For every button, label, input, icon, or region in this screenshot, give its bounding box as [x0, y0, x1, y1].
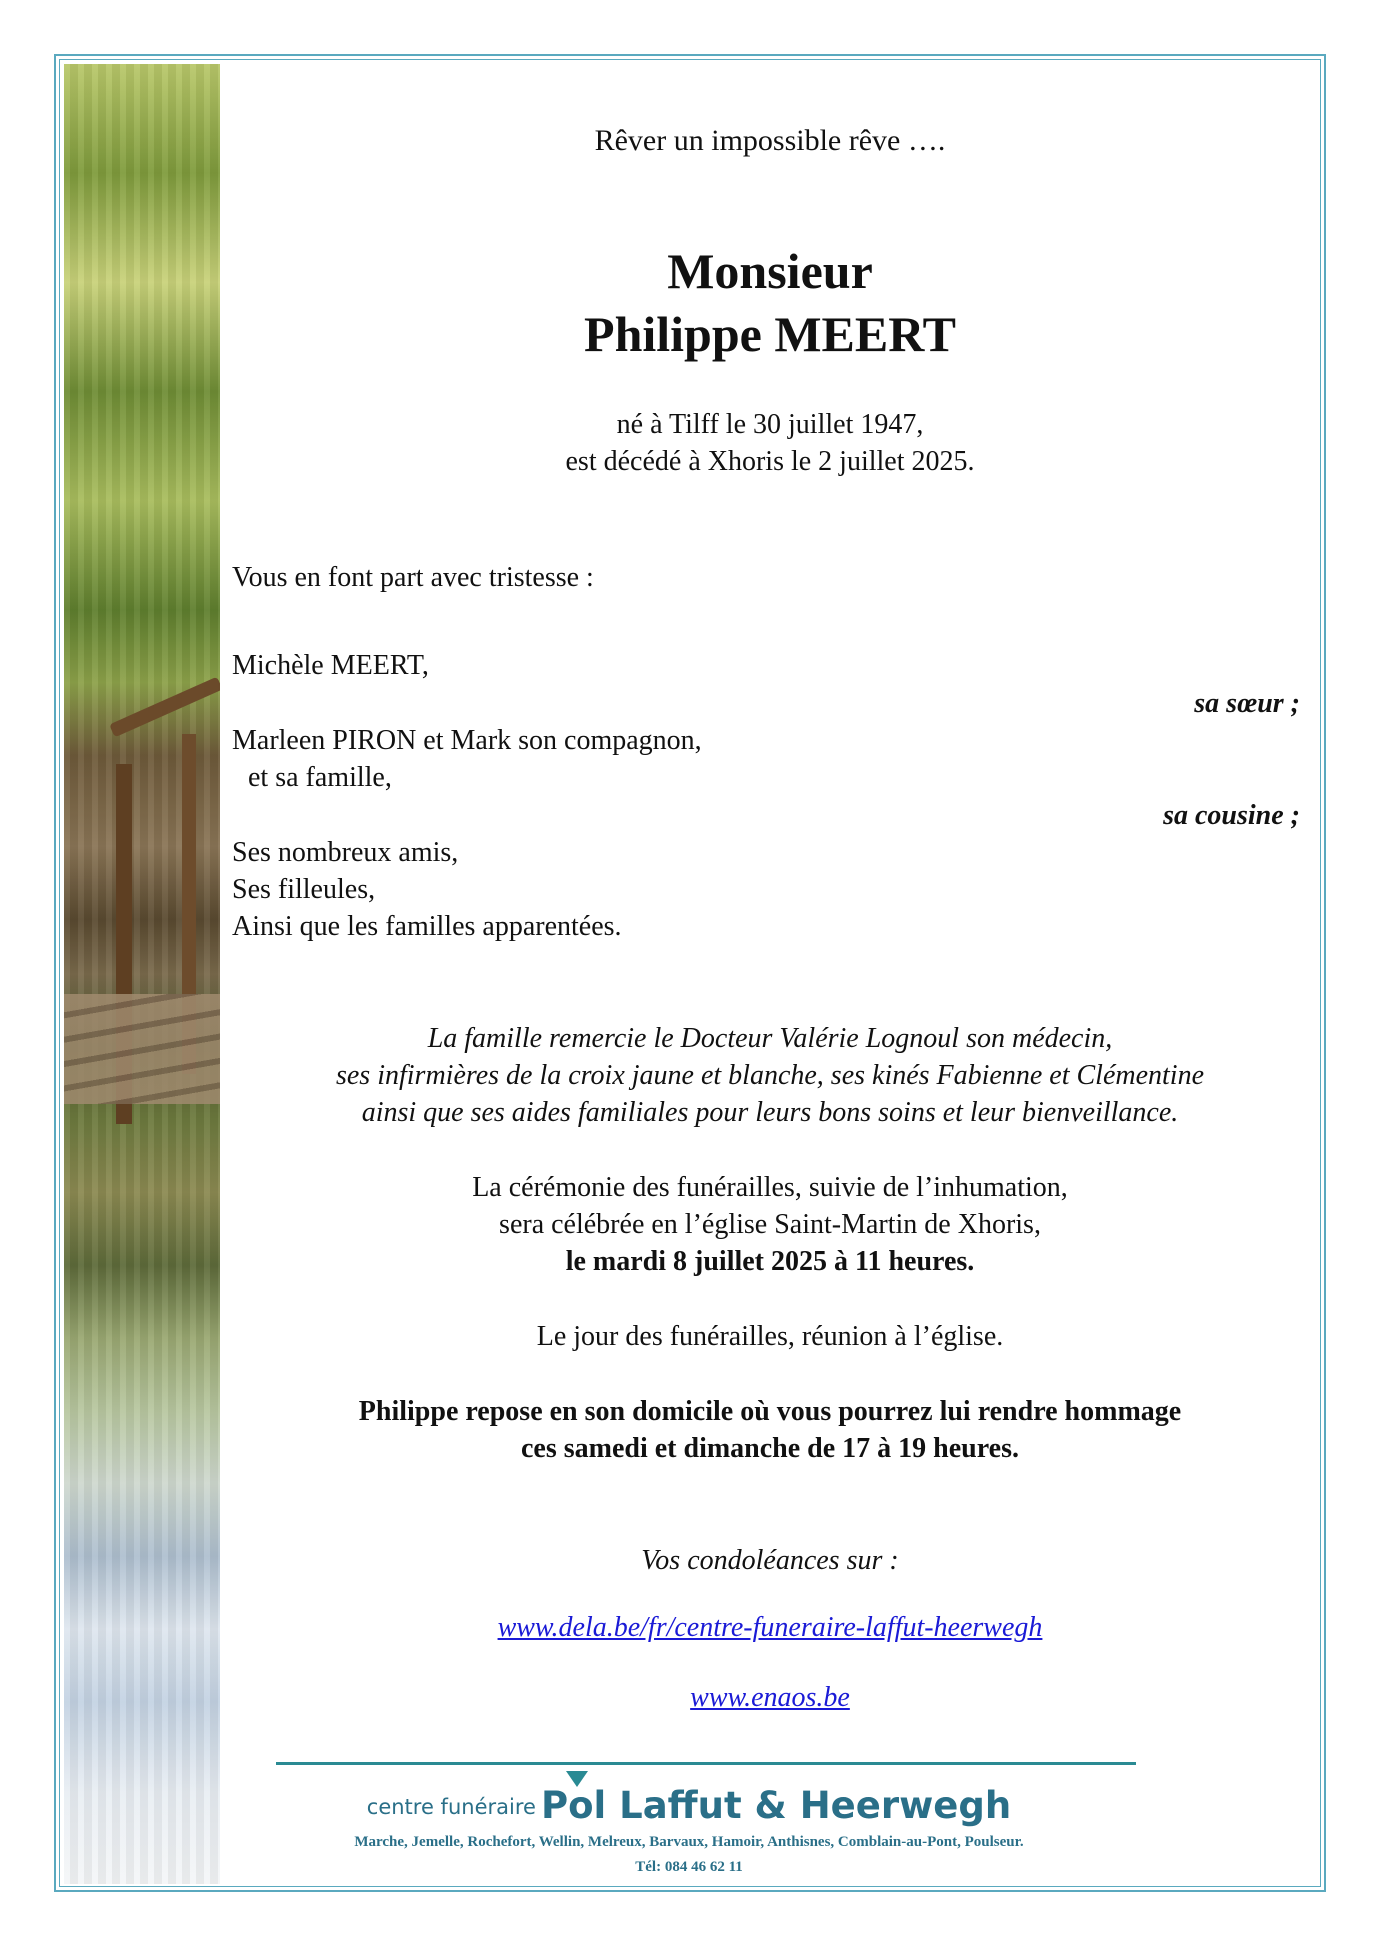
ceremony-line: sera célébrée en l’église Saint-Martin de Xhoris,	[499, 1209, 1041, 1240]
thanks-line: ses infirmières de la croix jaune et blanche, ses kinés Fabienne et Clémentine	[335, 1060, 1205, 1091]
condolences-link-dela[interactable]	[230, 1612, 1310, 1644]
footer-locations: Marche, Jemelle, Rochefort, Wellin, Melreux, Barvaux, Hamoir, Anthisnes, Comblain-au-Pont, Poulseur.	[354, 1834, 1024, 1850]
footer-phone: Tél: 084 46 62 11	[635, 1859, 743, 1875]
visitation-info: Philippe repose en son domicile où vous pourrez lui rendre hommage	[358, 1396, 1182, 1427]
brand-prefix: centre funéraire	[366, 1795, 536, 1819]
epigraph: Rêver un impossible rêve ….	[594, 124, 946, 157]
thanks-line: La famille remercie le Docteur Valérie Lognoul son médecin,	[427, 1023, 1113, 1054]
thanks-line: ainsi que ses aides familiales pour leurs bons soins et leur bienveillance.	[361, 1097, 1179, 1128]
family-member: Michèle MEERT,	[232, 650, 429, 681]
family-role: sa cousine ;	[1163, 800, 1300, 831]
ceremony-line: La cérémonie des funérailles, suivie de l’inhumation,	[472, 1172, 1068, 1203]
family-member: Marleen PIRON et Mark son compagnon,	[232, 725, 702, 756]
side-photo-bridge-stream	[64, 64, 220, 1884]
link-text[interactable]: www.dela.be/fr/centre-funeraire-laffut-heerwegh	[497, 1612, 1043, 1643]
family-member: Ainsi que les familles apparentées.	[232, 911, 622, 942]
family-member: Ses filleules,	[232, 874, 376, 905]
brand-name: Pol Laffut & Heerwegh	[541, 1784, 1012, 1827]
visitation-hours: ces samedi et dimanche de 17 à 19 heures.	[521, 1433, 1019, 1464]
deceased-title: Monsieur	[667, 243, 873, 299]
link-text[interactable]: www.enaos.be	[690, 1682, 850, 1713]
family-member: et sa famille,	[248, 762, 392, 793]
funeral-home-brand	[0, 1784, 1378, 1827]
family-role: sa sœur ;	[1194, 688, 1300, 719]
announcement: Vous en font part avec tristesse :	[232, 562, 594, 593]
condolences-label: Vos condoléances sur :	[641, 1545, 899, 1576]
condolences-link-enaos[interactable]	[230, 1682, 1310, 1714]
footer-divider	[276, 1762, 1136, 1765]
meeting-info: Le jour des funérailles, réunion à l’église.	[536, 1321, 1004, 1352]
birth-info: né à Tilff le 30 juillet 1947,	[616, 409, 924, 440]
family-member: Ses nombreux amis,	[232, 837, 459, 868]
bridge-deck	[64, 994, 220, 1104]
ceremony-date: le mardi 8 juillet 2025 à 11 heures.	[565, 1246, 975, 1277]
photo-texture	[64, 64, 220, 1884]
deceased-name: Philippe MEERT	[584, 306, 956, 362]
death-info: est décédé à Xhoris le 2 juillet 2025.	[565, 446, 975, 477]
